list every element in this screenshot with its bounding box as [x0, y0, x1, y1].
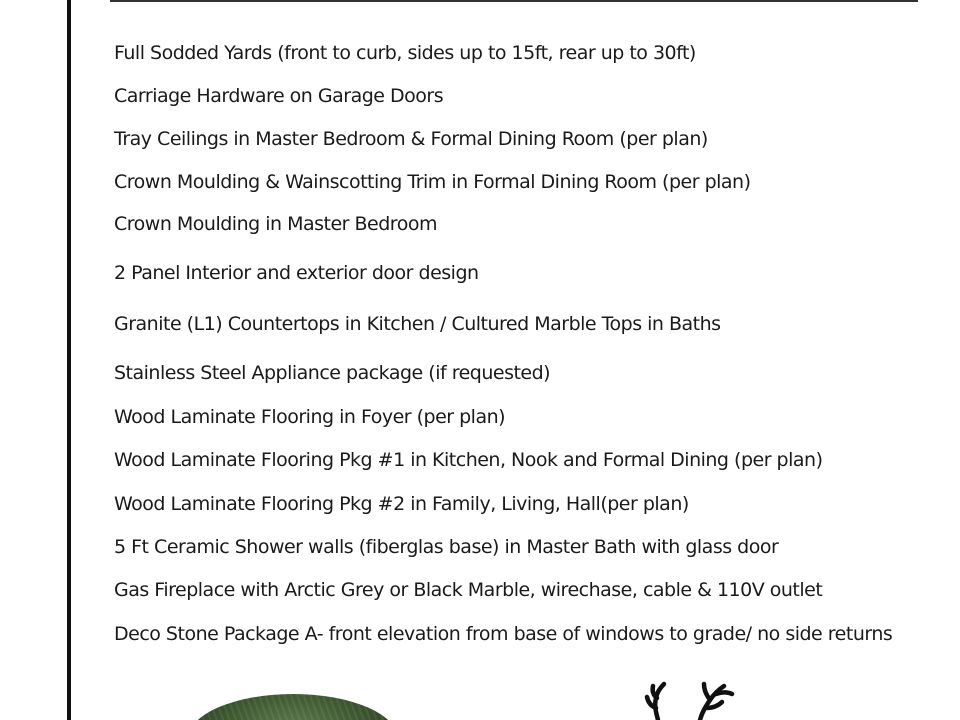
feature-item: Granite (L1) Countertops in Kitchen / Cultured Marble Tops in Baths	[114, 313, 721, 335]
feature-item: Gas Fireplace with Arctic Grey or Black Marble, wirechase, cable & 110V outlet	[114, 579, 823, 601]
feature-item: Wood Laminate Flooring Pkg #2 in Family, Living, Hall(per plan)	[114, 493, 689, 515]
feature-item: 5 Ft Ceramic Shower walls (fiberglas base) in Master Bath with glass door	[114, 536, 779, 558]
feature-item: Stainless Steel Appliance package (if requested)	[114, 362, 551, 384]
feature-item: Crown Moulding & Wainscotting Trim in Formal Dining Room (per plan)	[114, 171, 751, 193]
page-left-border	[67, 0, 71, 720]
lawn-texture	[188, 694, 398, 720]
feature-item: Full Sodded Yards (front to curb, sides up to 15ft, rear up to 30ft)	[114, 42, 696, 64]
feature-item: 2 Panel Interior and exterior door design	[114, 262, 479, 284]
feature-item: Tray Ceilings in Master Bedroom & Formal Dining Room (per plan)	[114, 128, 708, 150]
feature-item: Deco Stone Package A- front elevation from base of windows to grade/ no side returns	[114, 623, 893, 645]
feature-item: Wood Laminate Flooring in Foyer (per plan)	[114, 406, 506, 428]
feature-item: Crown Moulding in Master Bedroom	[114, 213, 437, 235]
antler-icon	[640, 678, 740, 720]
feature-item: Wood Laminate Flooring Pkg #1 in Kitchen, Nook and Formal Dining (per plan)	[114, 449, 823, 471]
lawn-photo	[188, 694, 398, 720]
feature-item: Carriage Hardware on Garage Doors	[114, 85, 444, 107]
top-divider	[110, 0, 918, 2]
